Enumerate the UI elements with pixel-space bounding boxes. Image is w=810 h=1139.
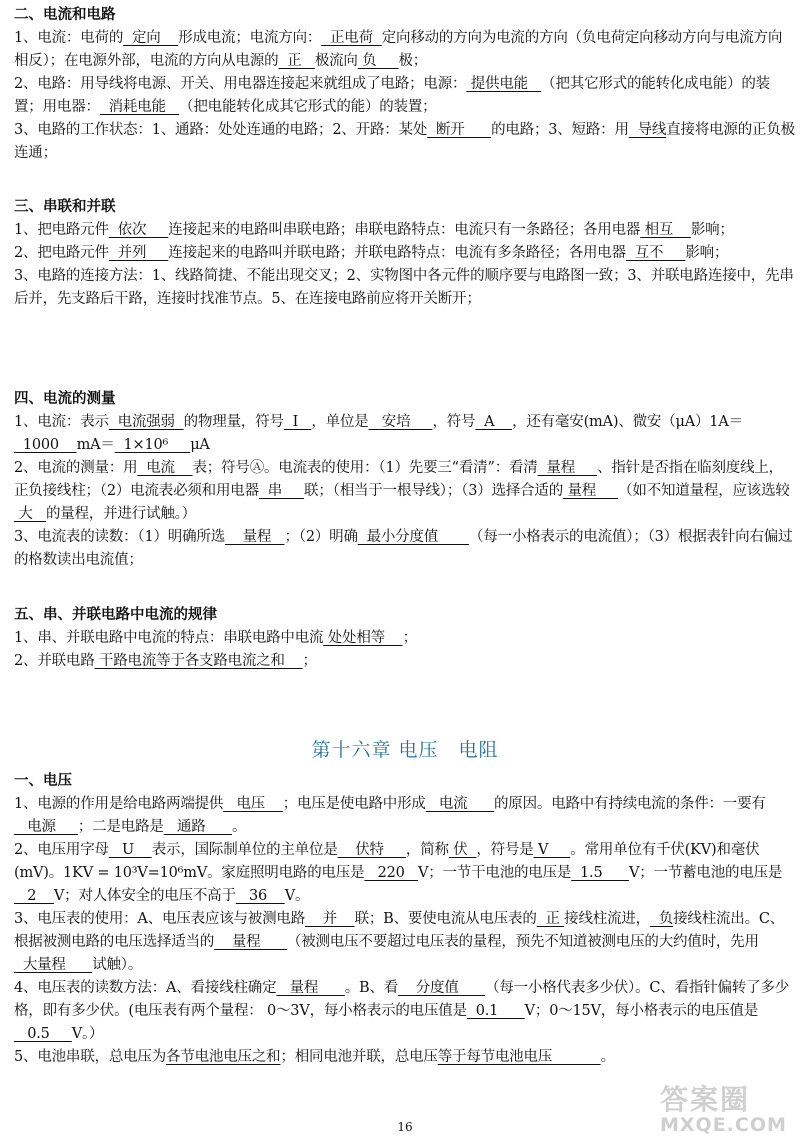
text-run: 1、把电路元件	[14, 222, 109, 238]
paragraph	[14, 1046, 796, 1069]
text-run: 表；符号Ⓐ。电流表的使用：（1）先要三“看清”：看清	[192, 460, 538, 476]
fill-in-answer: 电压	[223, 796, 283, 812]
paragraph	[14, 908, 796, 977]
text-run: 联；B、要使电流从电压表的	[354, 911, 537, 927]
section	[14, 604, 796, 673]
text-run: （把电能转化成其它形式的能）的装置；	[179, 99, 437, 115]
text-run: 4、电压表的读数方法：A、看接线柱确定	[14, 980, 277, 996]
fill-in-answer: 电流	[137, 460, 193, 476]
section	[14, 388, 796, 572]
text-run: 连接起来的电路叫并联电路；并联电路特点：电流有多条路径；各用电器	[168, 245, 626, 261]
watermark-cn: 答案圈	[660, 1083, 751, 1116]
text-run: 定向移动的方向为电流的方向（负电荷定向移动方向与电流方向相反）；在电源外部，电流的方向从电源的	[14, 30, 783, 69]
text-run: 联；（相当于一根导线）；（3）选择合适的	[304, 483, 564, 499]
paragraph	[14, 526, 796, 572]
text-run: V；0～15V，每小格表示的电压值是	[524, 1003, 759, 1019]
text-run: （如不知道量程，应该选较	[618, 483, 790, 499]
text-run: 2、并联电路	[14, 653, 95, 669]
text-run: 试触）。	[92, 957, 143, 973]
text-run: （把其它形式的能转化成电能）的装置；用电器：	[14, 76, 770, 115]
text-run: V；一节蓄电池的电压是	[628, 865, 783, 881]
text-run: 2、电压用字母	[14, 842, 109, 858]
fill-in-answer: V	[533, 842, 571, 858]
fill-in-answer: 定向	[123, 30, 179, 46]
paragraph	[14, 650, 796, 673]
text-run: 3、电流表的读数：（1）明确所选	[14, 529, 225, 545]
fill-in-answer: 量程	[276, 980, 345, 996]
text-run: 。B、看	[344, 980, 399, 996]
fill-in-answer: 各节电池电压之和	[166, 1049, 281, 1065]
fill-in-answer: 通路	[163, 819, 232, 835]
fill-in-answer: 正	[278, 53, 315, 69]
text-run: 1、电源的作用是给电路两端提供	[14, 796, 224, 812]
fill-in-answer: 等于每节电池电压	[437, 1049, 601, 1065]
text-run: ；二是电路是	[77, 819, 164, 835]
paragraph	[14, 242, 796, 265]
fill-in-answer: 负	[357, 53, 399, 69]
fill-in-answer: 互不	[625, 245, 686, 261]
text-run: 影响；	[685, 245, 729, 261]
text-run: 2、电流的测量：用	[14, 460, 138, 476]
fill-in-answer: 伏特	[337, 842, 406, 858]
text-run: ，还有毫安(mA)、微安（μA）1A＝	[512, 414, 743, 430]
text-run: （每一小格表示的电流值）；（3）根据表针向右偏过的格数读出电流值；	[14, 529, 793, 568]
text-run: 1、电流：表示	[14, 414, 109, 430]
fill-in-answer: 相互	[640, 222, 691, 238]
fill-in-answer: 正	[536, 911, 565, 927]
paragraph	[14, 411, 796, 457]
fill-in-answer: 量程	[214, 934, 287, 950]
fill-in-answer: 量程	[563, 483, 619, 499]
text-run: μA	[190, 437, 210, 453]
fill-in-answer: A	[475, 414, 513, 430]
text-run: 。	[600, 1049, 615, 1065]
fill-in-answer: 量程	[537, 460, 598, 476]
text-run: 接线柱流进，	[564, 911, 650, 927]
paragraph	[14, 627, 796, 650]
fill-in-answer: 电源	[14, 819, 78, 835]
fill-in-answer: 电流强弱	[108, 414, 184, 430]
fill-in-answer: 电流	[425, 796, 494, 812]
section	[14, 770, 796, 1069]
watermark-en: MXQE.COM	[660, 1114, 787, 1136]
fill-in-answer: 220	[364, 865, 418, 881]
text-run: ；	[302, 653, 317, 669]
paragraph	[14, 793, 796, 839]
fill-in-answer: 2	[14, 888, 54, 904]
text-run: ，单位是	[311, 414, 369, 430]
text-run: 的物理量，符号	[183, 414, 284, 430]
text-run: 连接起来的电路叫串联电路；串联电路特点：电流只有一条路径；各用电器	[168, 222, 641, 238]
text-run: ；（2）明确	[284, 529, 358, 545]
text-run: 接线柱流出。C、根据被测电路的电压选择适当的	[14, 911, 785, 950]
fill-in-answer: 大量程	[14, 957, 93, 973]
fill-in-answer: 伏	[448, 842, 477, 858]
paragraph	[14, 119, 796, 165]
text-run: 的量程，并进行试触。）	[45, 506, 196, 522]
fill-in-answer: 处处相等	[323, 630, 403, 646]
section	[14, 196, 796, 311]
section-title: 三、串联和并联	[14, 199, 116, 215]
fill-in-answer: I	[283, 414, 312, 430]
text-run: 3、电路的工作状态：1、通路：处处连通的电路；2、开路：某处	[14, 122, 428, 138]
text-run: ，简称	[405, 842, 449, 858]
text-run: V。）	[71, 1026, 104, 1042]
text-run: V；对人体安全的电压不高于	[53, 888, 236, 904]
fill-in-answer: 正电荷	[321, 30, 382, 46]
text-run: ，符号	[432, 414, 476, 430]
fill-in-answer: 大	[14, 506, 46, 522]
section-title: 二、电流和电路	[14, 7, 116, 23]
text-run: 2、电路：用导线将电源、开关、用电器连接起来就组成了电路；电源：	[14, 76, 467, 92]
text-run: 直接将电源的正负极连通；	[14, 122, 795, 161]
text-run: 影响；	[690, 222, 734, 238]
fill-in-answer: 36	[235, 888, 285, 904]
text-run: 的原因。电路中有持续电流的条件：一要有	[494, 796, 766, 812]
fill-in-answer: 1.5	[571, 865, 629, 881]
text-run: 表示，国际制单位的主单位是	[151, 842, 338, 858]
text-run: 、指针是否指在临刻度线上，正负接线柱；（2）电流表必须和用电器	[14, 460, 783, 499]
fill-in-answer: 负	[649, 911, 674, 927]
text-run: 。	[231, 819, 247, 835]
text-run: 2、把电路元件	[14, 245, 109, 261]
text-run: V；一节干电池的电压是	[417, 865, 572, 881]
fill-in-answer: 安培	[368, 414, 433, 430]
fill-in-answer: 断开	[427, 122, 492, 138]
text-run: ；电压是使电路中形成	[282, 796, 426, 812]
fill-in-answer: 1000	[14, 437, 77, 453]
fill-in-answer: 1×10⁶	[114, 437, 191, 453]
paragraph	[14, 265, 796, 311]
text-run: 3、电路的连接方法：1、线路简捷、不能出现交叉；2、实物图中各元件的顺序要与电路图一致；3、并联电路连接中，先串后并，先支路后干路，连接时找准节点。5、在连接电路前应将开关断开；	[14, 268, 794, 307]
text-run: V。	[284, 888, 310, 904]
fill-in-answer: 提供电能	[466, 76, 542, 92]
text-run: 的电路；3、短路：用	[491, 122, 629, 138]
text-run: 极流向	[314, 53, 358, 69]
paragraph	[14, 839, 796, 908]
text-run: 。常用单位有千伏(KV)和毫伏(mV)。1KV = 10³V=10⁶mV。家庭照明电路的电压是	[14, 842, 760, 881]
fill-in-answer: 干路电流等于各支路电流之和	[94, 653, 303, 669]
text-run: （被测电压不要超过电压表的量程，预先不知道被测电压的大约值时，先用	[286, 934, 759, 950]
fill-in-answer: 并	[305, 911, 355, 927]
text-run: ；	[402, 630, 417, 646]
section	[14, 4, 796, 165]
section-title: 一、电压	[14, 773, 72, 789]
fill-in-answer: 导线	[628, 122, 667, 138]
page-number: 16	[397, 1120, 413, 1134]
section-title: 五、串、并联电路中电流的规律	[14, 607, 217, 623]
fill-in-answer: U	[108, 842, 152, 858]
paragraph	[14, 73, 796, 119]
fill-in-answer: 量程	[225, 529, 285, 545]
fill-in-answer: 分度值	[398, 980, 486, 996]
paragraph	[14, 457, 796, 526]
text-run: 形成电流；电流方向：	[178, 30, 322, 46]
fill-in-answer: 0.5	[14, 1026, 72, 1042]
fill-in-answer: 最小分度值	[357, 529, 469, 545]
fill-in-answer: 串	[258, 483, 305, 499]
paragraph	[14, 219, 796, 242]
text-run: 极；	[398, 53, 428, 69]
text-run: 1、电流：电荷的	[14, 30, 124, 46]
text-run: （每一小格代表多少伏）。C、看指针偏转了多少格，即有多少伏。(电压表有两个量程： 0～3V，每小格表示的电压值是	[14, 980, 790, 1019]
text-run: 1、串、并联电路中电流的特点：串联电路中电流	[14, 630, 324, 646]
text-run: mA＝	[76, 437, 115, 453]
text-run: ，符号是	[476, 842, 534, 858]
text-run: 3、电压表的使用：A、电压表应该与被测电路	[14, 911, 305, 927]
paragraph	[14, 977, 796, 1046]
text-run: ；相同电池并联，总电压	[280, 1049, 438, 1065]
chapter-title: 第十六章 电压 电阻	[311, 739, 499, 761]
fill-in-answer: 依次	[108, 222, 169, 238]
paragraph	[14, 27, 796, 73]
section-title: 四、电流的测量	[14, 391, 116, 407]
fill-in-answer: 0.1	[466, 1003, 525, 1019]
text-run: 5、电池串联，总电压为	[14, 1049, 167, 1065]
fill-in-answer: 并列	[108, 245, 169, 261]
fill-in-answer: 消耗电能	[99, 99, 180, 115]
